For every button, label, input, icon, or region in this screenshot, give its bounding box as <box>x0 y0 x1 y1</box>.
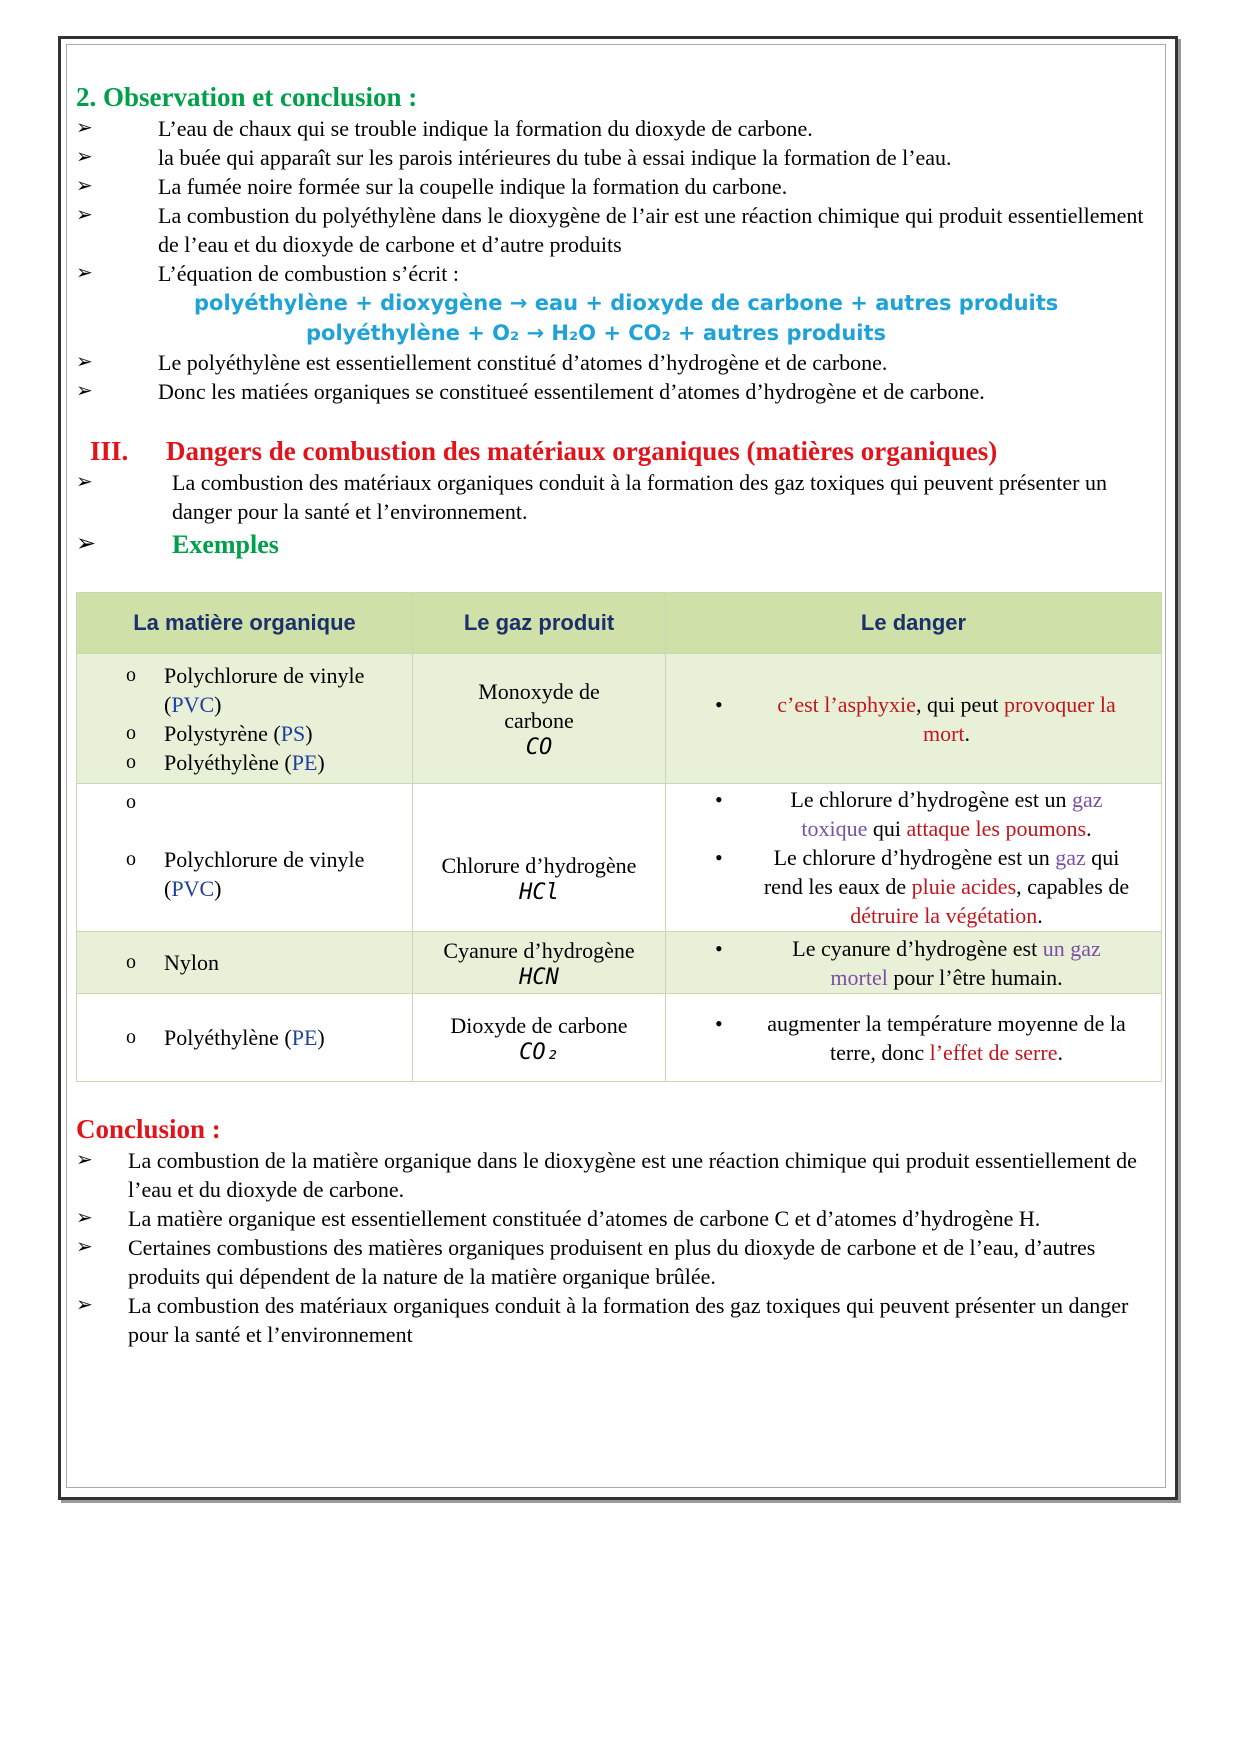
table-cell <box>666 784 1162 932</box>
conclusion-title: Conclusion : <box>76 1114 221 1144</box>
arrow-bullet-icon: ➢ <box>76 117 93 139</box>
section-3-number: III. <box>90 436 129 466</box>
column-header: Le danger <box>666 593 1162 654</box>
list-item: ➢ Le polyéthylène est essentiellement constitué d’atomes d’hydrogène et de carbone. <box>76 350 888 375</box>
gas-formula: HCl <box>519 879 559 905</box>
conclusion-section <box>76 1112 1162 1349</box>
table-cell <box>77 994 413 1082</box>
list-item: ➢ La fumée noire formée sur la coupelle indique la formation du carbone. <box>76 174 788 199</box>
list-item: ➢ La combustion des matériaux organiques conduit à la formation des gaz toxiques qui peuvent présenter un danger pour la santé et l’environnement <box>76 1293 1129 1347</box>
column-header: La matière organique <box>77 593 413 654</box>
dangers-table <box>76 592 1162 1082</box>
conclusion-list <box>76 1146 1162 1349</box>
list-item: ➢ La combustion du polyéthylène dans le dioxygène de l’air est une réaction chimique qui produit essentiellement de l’eau et du dioxyde de carbone et d’autre produits <box>76 203 1144 257</box>
gas-formula: CO₂ <box>519 1039 559 1065</box>
table-cell <box>413 932 666 994</box>
table-cell <box>413 994 666 1082</box>
table-cell <box>413 784 666 932</box>
arrow-bullet-icon: ➢ <box>76 351 93 373</box>
dangers-list <box>76 468 1162 560</box>
danger-item: • augmenter la température moyenne de la terre, donc l’effet de serre. <box>715 1010 1126 1065</box>
table-cell <box>666 932 1162 994</box>
arrow-bullet-icon: ➢ <box>76 175 93 197</box>
arrow-bullet-icon: ➢ <box>76 146 93 168</box>
gas-name: Dioxyde de carbone <box>450 1012 628 1038</box>
gas-name: Monoxyde de carbone <box>478 679 600 733</box>
danger-item: • Le cyanure d’hydrogène est un gaz mortel pour l’être humain. <box>715 935 1101 990</box>
table-header-row <box>77 593 1162 654</box>
main-content <box>76 80 1162 560</box>
list-item: ➢ La matière organique est essentiellement constituée d’atomes de carbone C et d’atomes d’hydrogène H. <box>76 1206 1041 1231</box>
list-item: ➢ Donc les matiées organiques se constitueé essentilement d’atomes d’hydrogène et de carbone. <box>76 379 985 404</box>
table-row <box>77 654 1162 784</box>
arrow-bullet-icon: ➢ <box>76 1207 93 1229</box>
material-item: o Polychlorure de vinyle (PVC) <box>126 662 365 717</box>
table-cell <box>77 654 413 784</box>
arrow-bullet-icon: ➢ <box>76 262 93 284</box>
section-2-title: 2. Observation et conclusion : <box>76 82 418 112</box>
table-row <box>77 932 1162 994</box>
danger-item: • Le chlorure d’hydrogène est un gaz qui rend les eaux de pluie acides, capables de détruire la végétation. <box>715 845 1130 928</box>
equation-words: polyéthylène + dioxygène → eau + dioxyde de carbone + autres produits <box>194 291 1059 315</box>
table-cell <box>666 994 1162 1082</box>
observation-list-2 <box>76 348 1162 406</box>
list-item: ➢ Certaines combustions des matières organiques produisent en plus du dioxyde de carbone et de l’eau, d’autres produits qui dépendent de la nature de la matière organique brûlée. <box>76 1235 1096 1289</box>
arrow-bullet-icon: ➢ <box>76 380 93 402</box>
table-cell <box>666 654 1162 784</box>
gas-formula: CO <box>525 735 553 760</box>
column-header: Le gaz produit <box>413 593 666 654</box>
equation-formula: polyéthylène + O₂ → H₂O + CO₂ + autres produits <box>306 321 887 345</box>
table-cell <box>77 784 413 932</box>
section-3-heading <box>76 434 1162 468</box>
observation-list <box>76 114 1162 288</box>
gas-name: Cyanure d’hydrogène <box>443 937 635 963</box>
danger-item: • c’est l’asphyxie, qui peut provoquer la mort. <box>715 691 1116 746</box>
arrow-bullet-icon: ➢ <box>76 471 93 493</box>
danger-item: • Le chlorure d’hydrogène est un gaz toxique qui attaque les poumons. <box>715 787 1103 841</box>
list-item: ➢ L’équation de combustion s’écrit : <box>76 261 460 286</box>
list-item <box>76 530 1162 560</box>
arrow-bullet-icon: ➢ <box>76 204 93 226</box>
table-cell <box>413 654 666 784</box>
table-row <box>77 784 1162 932</box>
arrow-bullet-icon: ➢ <box>76 531 97 557</box>
list-item: ➢ la buée qui apparaît sur les parois intérieures du tube à essai indique la formation de l’eau. <box>76 145 952 170</box>
gas-formula: HCN <box>519 964 559 990</box>
examples-label: Exemples <box>172 530 279 559</box>
material-item: o Nylon <box>126 950 219 975</box>
list-item: ➢ La combustion des matériaux organiques conduit à la formation des gaz toxiques qui peuvent présenter un danger pour la santé et l’environnement. <box>76 470 1107 524</box>
table-row <box>77 994 1162 1082</box>
gas-name: Chlorure d’hydrogène <box>441 852 637 878</box>
list-item: ➢ La combustion de la matière organique dans le dioxygène est une réaction chimique qui produit essentiellement de l’eau et du dioxyde de carbone. <box>76 1148 1137 1202</box>
arrow-bullet-icon: ➢ <box>76 1149 93 1171</box>
arrow-bullet-icon: ➢ <box>76 1294 93 1316</box>
material-item: o Polychlorure de vinyle (PVC) <box>126 847 365 901</box>
material-item: o Polyéthylène (PE) <box>126 749 325 775</box>
list-item: ➢ L’eau de chaux qui se trouble indique la formation du dioxyde de carbone. <box>76 116 813 141</box>
material-item: o Polystyrène (PS) <box>126 720 313 746</box>
material-item-empty: o <box>126 791 136 813</box>
section-3-title: Dangers de combustion des matériaux organiques (matières organiques) <box>166 436 998 466</box>
arrow-bullet-icon: ➢ <box>76 1236 93 1258</box>
material-item: o Polyéthylène (PE) <box>126 1025 325 1050</box>
table-cell <box>77 932 413 994</box>
